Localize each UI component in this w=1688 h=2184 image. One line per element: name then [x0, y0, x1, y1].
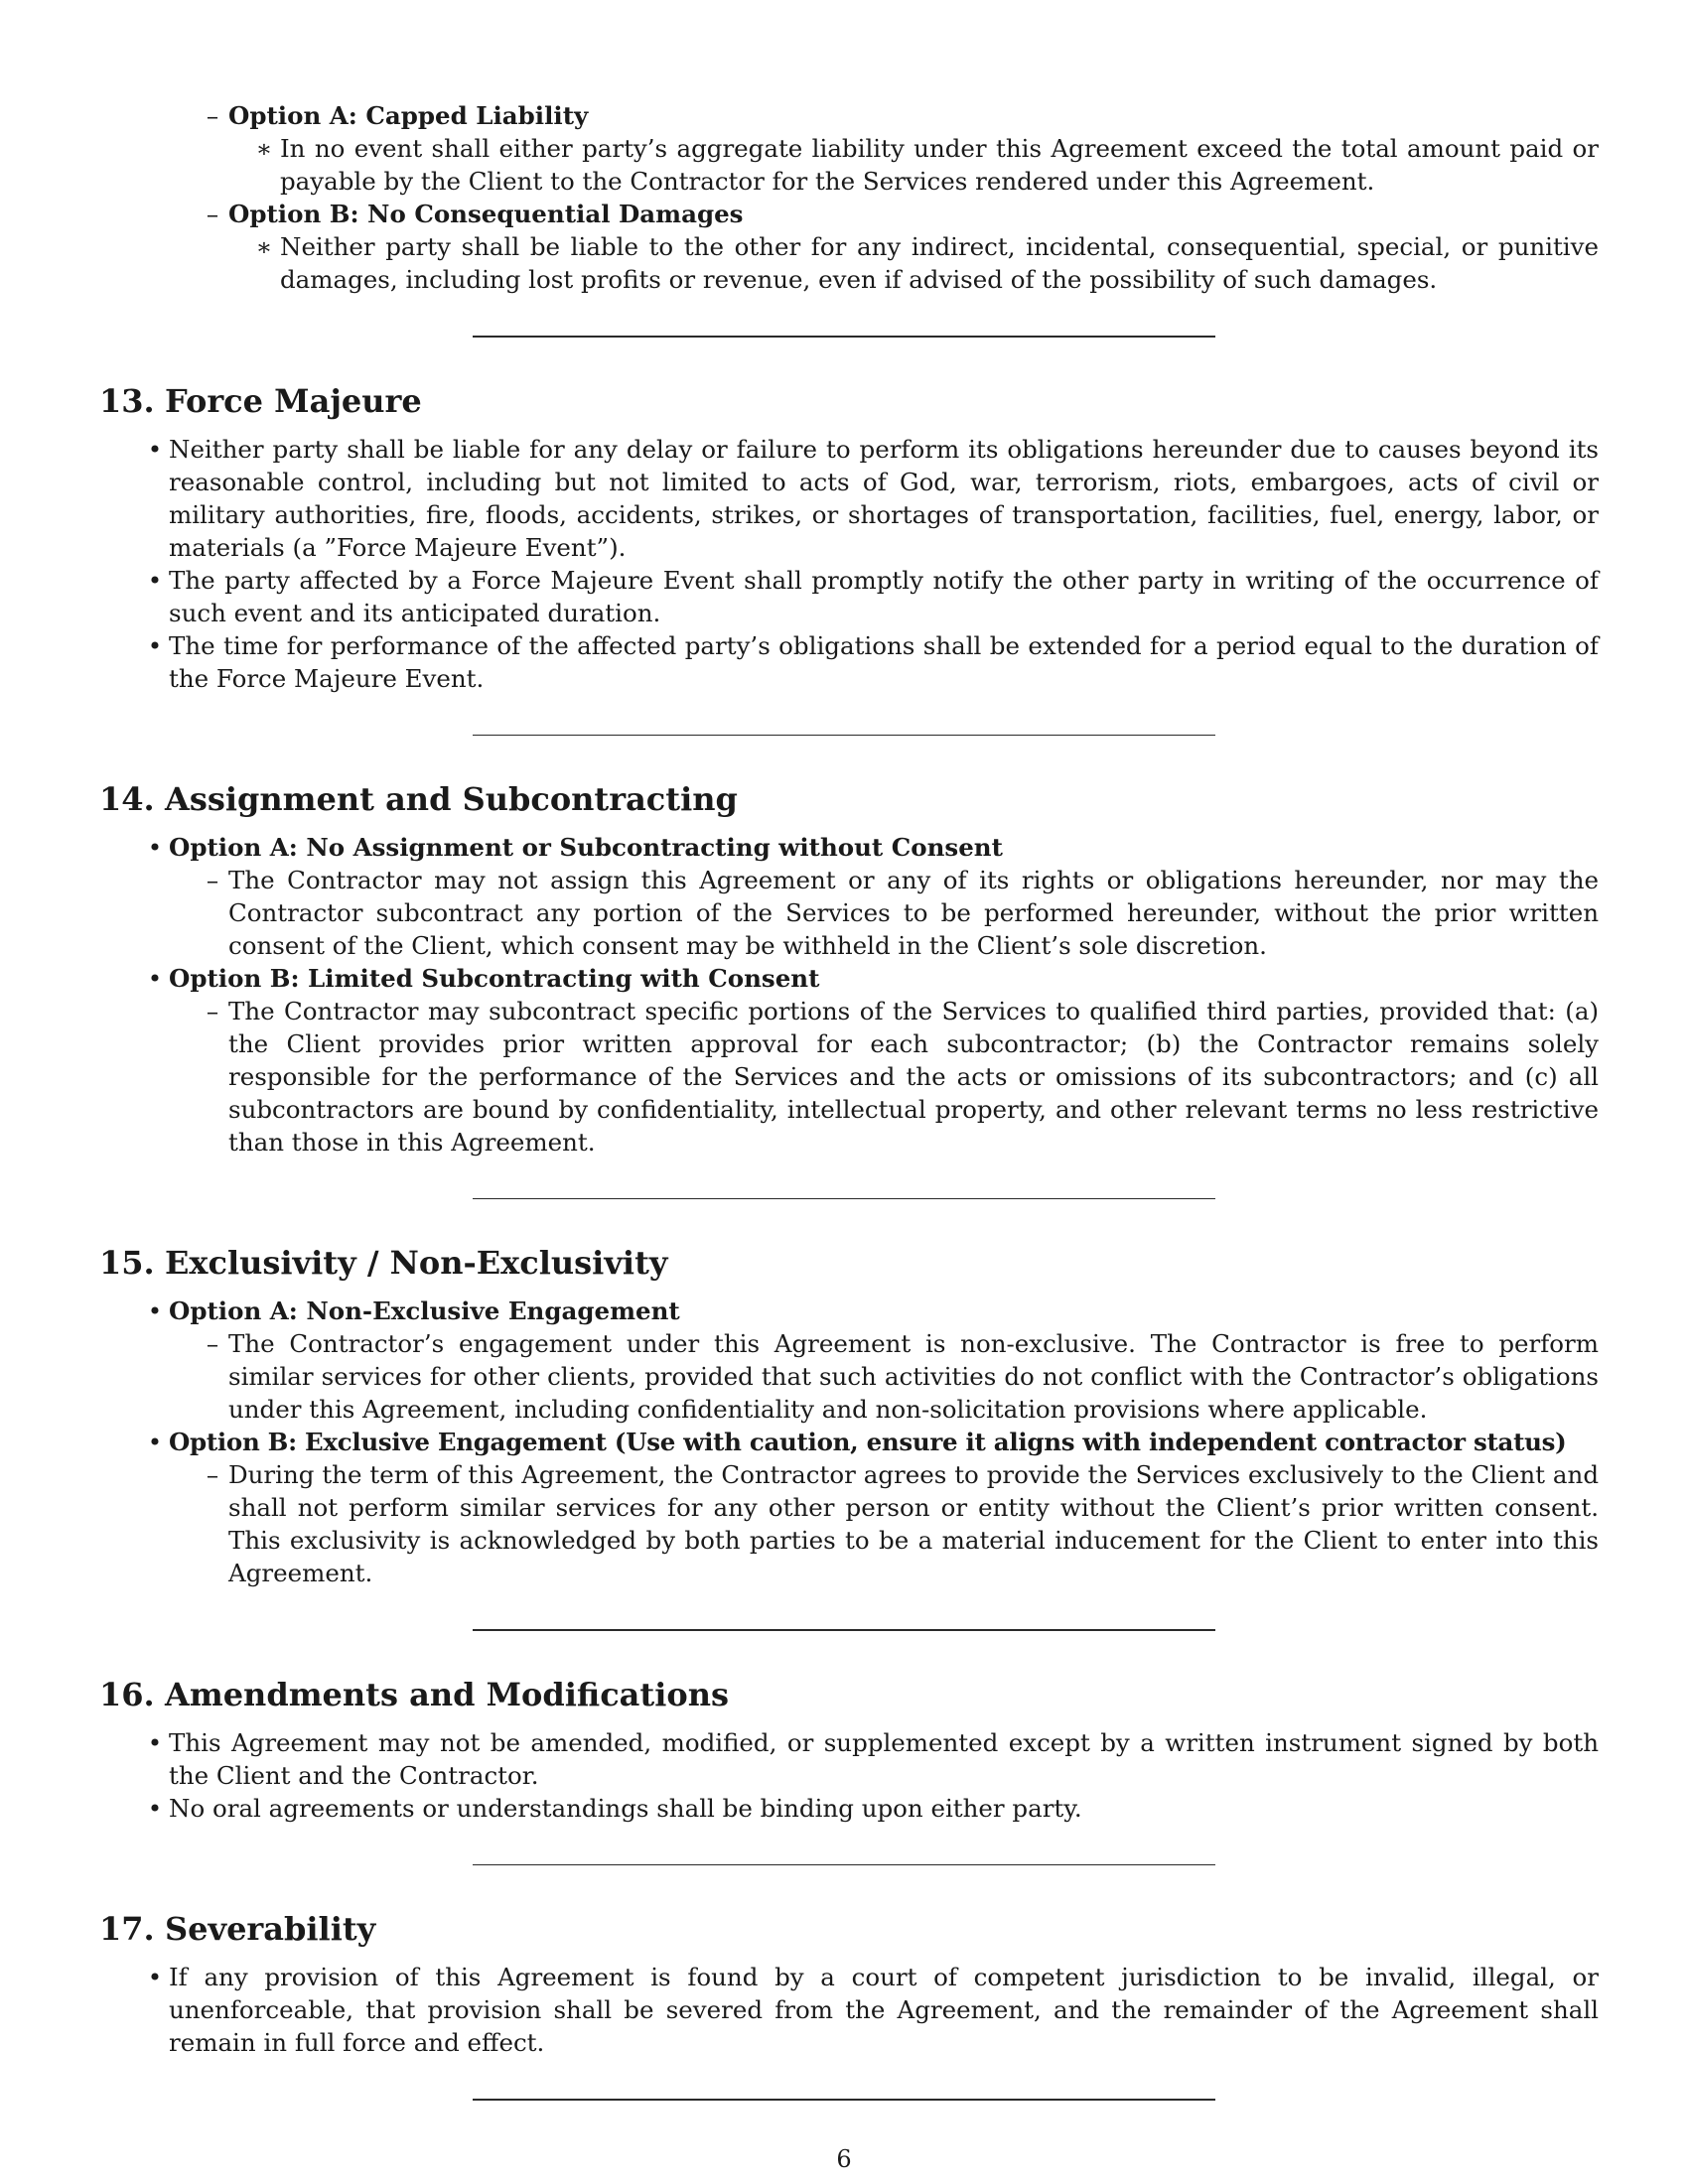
bullet-marker: •: [147, 566, 163, 595]
list-item: [147, 433, 1599, 564]
bullet-marker: •: [147, 1297, 163, 1325]
option-title: Option B: No Consequential Damages: [228, 200, 744, 228]
list-item: [147, 1792, 1599, 1825]
section-divider: [473, 1864, 1215, 1865]
option-text: The Contractor’s engagement under this Agreement is non-exclusive. The Contractor is free to perform similar services for other clients, provided that such activities do not conflict with the Contractor’s obligations under this Agreement, including confidentiality and non-solicitation provisions where applicable.: [228, 1329, 1599, 1424]
section-heading-16: [99, 1675, 1599, 1714]
section-heading-14: [99, 779, 1599, 819]
dash-marker: –: [206, 200, 219, 228]
star-marker: ∗: [255, 232, 273, 261]
list-item-text: The time for performance of the affected party’s obligations shall be extended for a period equal to the duration of the Force Majeure Event.: [169, 631, 1599, 693]
section-number: 14.: [99, 780, 155, 818]
bullet-marker: •: [147, 1728, 163, 1757]
bullet-marker: •: [147, 1794, 163, 1823]
option-text: During the term of this Agreement, the Contractor agrees to provide the Services exclusively to the Client and shall not perform similar services for any other person or entity without the Client’s prior written consent. This exclusivity is acknowledged by both parties to be a material inducement for the Client to enter into this Agreement.: [228, 1460, 1599, 1587]
option-text-item: [206, 1327, 1599, 1426]
list-item-text: This Agreement may not be amended, modified, or supplemented except by a written instrument signed by both the Client and the Contractor.: [169, 1728, 1599, 1790]
section-divider: [473, 735, 1215, 736]
dash-marker: –: [206, 866, 219, 894]
option-item: [147, 1426, 1599, 1458]
option-title: Option B: Limited Subcontracting with Consent: [169, 964, 820, 993]
section-heading-17: [99, 1909, 1599, 1949]
list-item: [147, 1726, 1599, 1792]
option-a-text-item: [255, 132, 1599, 198]
list-item: [147, 1961, 1599, 2059]
option-b-text-item: [255, 230, 1599, 296]
section-number: 17.: [99, 1910, 155, 1948]
list-item-text: The party affected by a Force Majeure Event shall promptly notify the other party in writing of the occurrence of such event and its anticipated duration.: [169, 566, 1599, 627]
section-number: 15.: [99, 1244, 155, 1282]
option-text-item: [206, 864, 1599, 962]
option-item: [147, 1295, 1599, 1327]
bullet-marker: •: [147, 1428, 163, 1456]
bullet-marker: •: [147, 833, 163, 862]
option-title: Option A: Non-Exclusive Engagement: [169, 1297, 680, 1325]
section-heading-13: [99, 381, 1599, 421]
option-item: [147, 962, 1599, 995]
bullet-marker: •: [147, 964, 163, 993]
option-text: The Contractor may not assign this Agreement or any of its rights or obligations hereunder, nor may the Contractor subcontract any portion of the Services to be performed hereunder, without the prior written consent of the Client, which consent may be withheld in the Client’s sole discretion.: [228, 866, 1599, 960]
section-title: Severability: [165, 1910, 376, 1948]
section-divider: [473, 1198, 1215, 1199]
list-item-text: Neither party shall be liable for any delay or failure to perform its obligations hereunder due to causes beyond its reasonable control, including but not limited to acts of God, war, terrorism, riots, embargoes, acts of civil or military authorities, fire, floods, accidents, strikes, or shortages of transportation, facilities, fuel, energy, labor, or materials (a ”Force Majeure Event”).: [169, 435, 1599, 562]
list-item: [147, 629, 1599, 695]
dash-marker: –: [206, 1460, 219, 1489]
option-text: Neither party shall be liable to the other for any indirect, incidental, consequential, special, or punitive damages, including lost profits or revenue, even if advised of the possibility of such damages.: [280, 232, 1599, 294]
list-item: [147, 564, 1599, 629]
section-number: 16.: [99, 1676, 155, 1713]
section-divider: [473, 2099, 1215, 2101]
option-text: The Contractor may subcontract specific portions of the Services to qualified third parties, provided that: (a) the Client provides prior written approval for each subcontractor; (b) the Contractor remains solely responsible for the performance of the Services and the acts or omissions of its subcontractors; and (c) all subcontractors are bound by confidentiality, intellectual property, and other relevant terms no less restrictive than those in this Agreement.: [228, 997, 1599, 1157]
section-title: Force Majeure: [165, 382, 422, 420]
list-item-text: No oral agreements or understandings shall be binding upon either party.: [169, 1794, 1082, 1823]
option-text: In no event shall either party’s aggregate liability under this Agreement exceed the total amount paid or payable by the Client to the Contractor for the Services rendered under this Agreement.: [280, 134, 1599, 196]
star-marker: ∗: [255, 134, 273, 163]
section-number: 13.: [99, 382, 155, 420]
list-item-text: If any provision of this Agreement is found by a court of competent jurisdiction to be invalid, illegal, or unenforceable, that provision shall be severed from the Agreement, and the remainder of the Agreement shall remain in full force and effect.: [169, 1963, 1599, 2057]
section-title: Assignment and Subcontracting: [165, 780, 738, 818]
option-b-no-consequential-damages: [206, 198, 1599, 230]
page-number: 6: [836, 2145, 852, 2173]
bullet-marker: •: [147, 1963, 163, 1991]
option-a-capped-liability: [206, 99, 1599, 132]
section-title: Amendments and Modifications: [165, 1676, 729, 1713]
bullet-marker: •: [147, 435, 163, 464]
dash-marker: –: [206, 1329, 219, 1358]
bullet-marker: •: [147, 631, 163, 660]
option-text-item: [206, 995, 1599, 1159]
dash-marker: –: [206, 101, 219, 130]
dash-marker: –: [206, 997, 219, 1025]
option-text-item: [206, 1458, 1599, 1589]
option-title: Option B: Exclusive Engagement (Use with caution, ensure it aligns with independent contractor status): [169, 1428, 1567, 1456]
section-heading-15: [99, 1243, 1599, 1283]
section-divider: [473, 1629, 1215, 1631]
option-title: Option A: No Assignment or Subcontracting without Consent: [169, 833, 1003, 862]
document-page: [99, 95, 1599, 2101]
section-divider: [473, 336, 1215, 338]
option-item: [147, 831, 1599, 864]
section-title: Exclusivity / Non-Exclusivity: [165, 1244, 668, 1282]
option-title: Option A: Capped Liability: [228, 101, 589, 130]
